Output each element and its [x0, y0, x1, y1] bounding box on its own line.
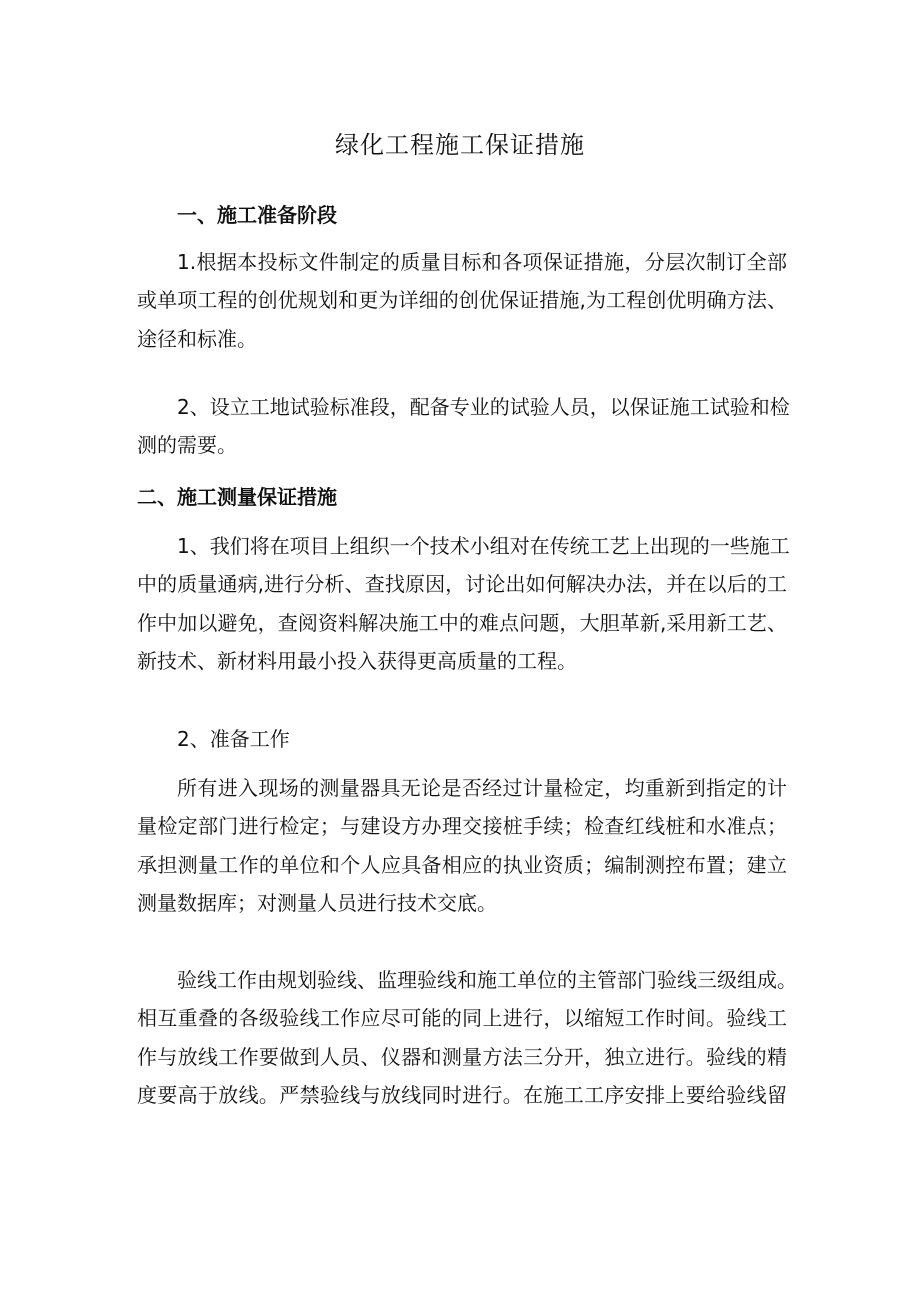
section-1-paragraph-1	[137, 243, 787, 358]
paragraph-line: 承担测量工作的单位和个人应具备相应的执业资质；编制测控布置；建立	[137, 852, 787, 877]
paragraph-line: 作中加以避免，查阅资料解决施工中的难点问题，大胆革新,采用新工艺、	[137, 610, 787, 635]
paragraph-line: 新技术、新材料用最小投入获得更高质量的工程。	[137, 649, 577, 674]
section-1-paragraph-2	[137, 388, 790, 465]
paragraph-line: 测的需要。	[137, 433, 237, 458]
paragraph-line: 2、设立工地试验标准段，配备专业的试验人员，以保证施工试验和检	[177, 395, 790, 419]
paragraph-line: 或单项工程的创优规划和更为详细的创优保证措施,为工程创优明确方法、	[137, 288, 787, 313]
paragraph-line: 相互重叠的各级验线工作应尽可能的同上进行，以缩短工作时间。验线工	[137, 1006, 787, 1031]
paragraph-line: 测量数据库；对测量人员进行技术交底。	[137, 891, 497, 916]
paragraph-line: 2、准备工作	[177, 727, 290, 751]
document-title: 绿化工程施工保证措施	[335, 131, 585, 159]
paragraph-line: 1、我们将在项目上组织一个技术小组对在传统工艺上出现的一些施工	[177, 534, 790, 558]
section-2-heading: 二、施工测量保证措施	[137, 485, 337, 509]
section-2-paragraph-3	[137, 769, 787, 923]
paragraph-line: 验线工作由规划验线、监理验线和施工单位的主管部门验线三级组成。	[177, 968, 797, 992]
paragraph-line: 途径和标准。	[137, 326, 257, 351]
paragraph-line: 所有进入现场的测量器具无论是否经过计量检定，均重新到指定的计	[177, 776, 787, 800]
paragraph-line: 度要高于放线。严禁验线与放线同时进行。在施工工序安排上要给验线留	[137, 1083, 787, 1108]
paragraph-line: 量检定部门进行检定；与建设方办理交接桩手续；检查红线桩和水准点；	[137, 814, 787, 839]
section-2-paragraph-1	[137, 527, 790, 681]
section-2-paragraph-4	[137, 961, 797, 1115]
paragraph-line: 作与放线工作要做到人员、仪器和测量方法三分开，独立进行。验线的精	[137, 1044, 787, 1069]
paragraph-line: 1.根据本投标文件制定的质量目标和各项保证措施，分层次制订全部	[177, 250, 787, 274]
section-1-heading: 一、施工准备阶段	[177, 203, 337, 227]
paragraph-line: 中的质量通病,进行分析、查找原因，讨论出如何解决办法，并在以后的工	[137, 572, 787, 597]
section-2-subheading	[137, 720, 787, 758]
